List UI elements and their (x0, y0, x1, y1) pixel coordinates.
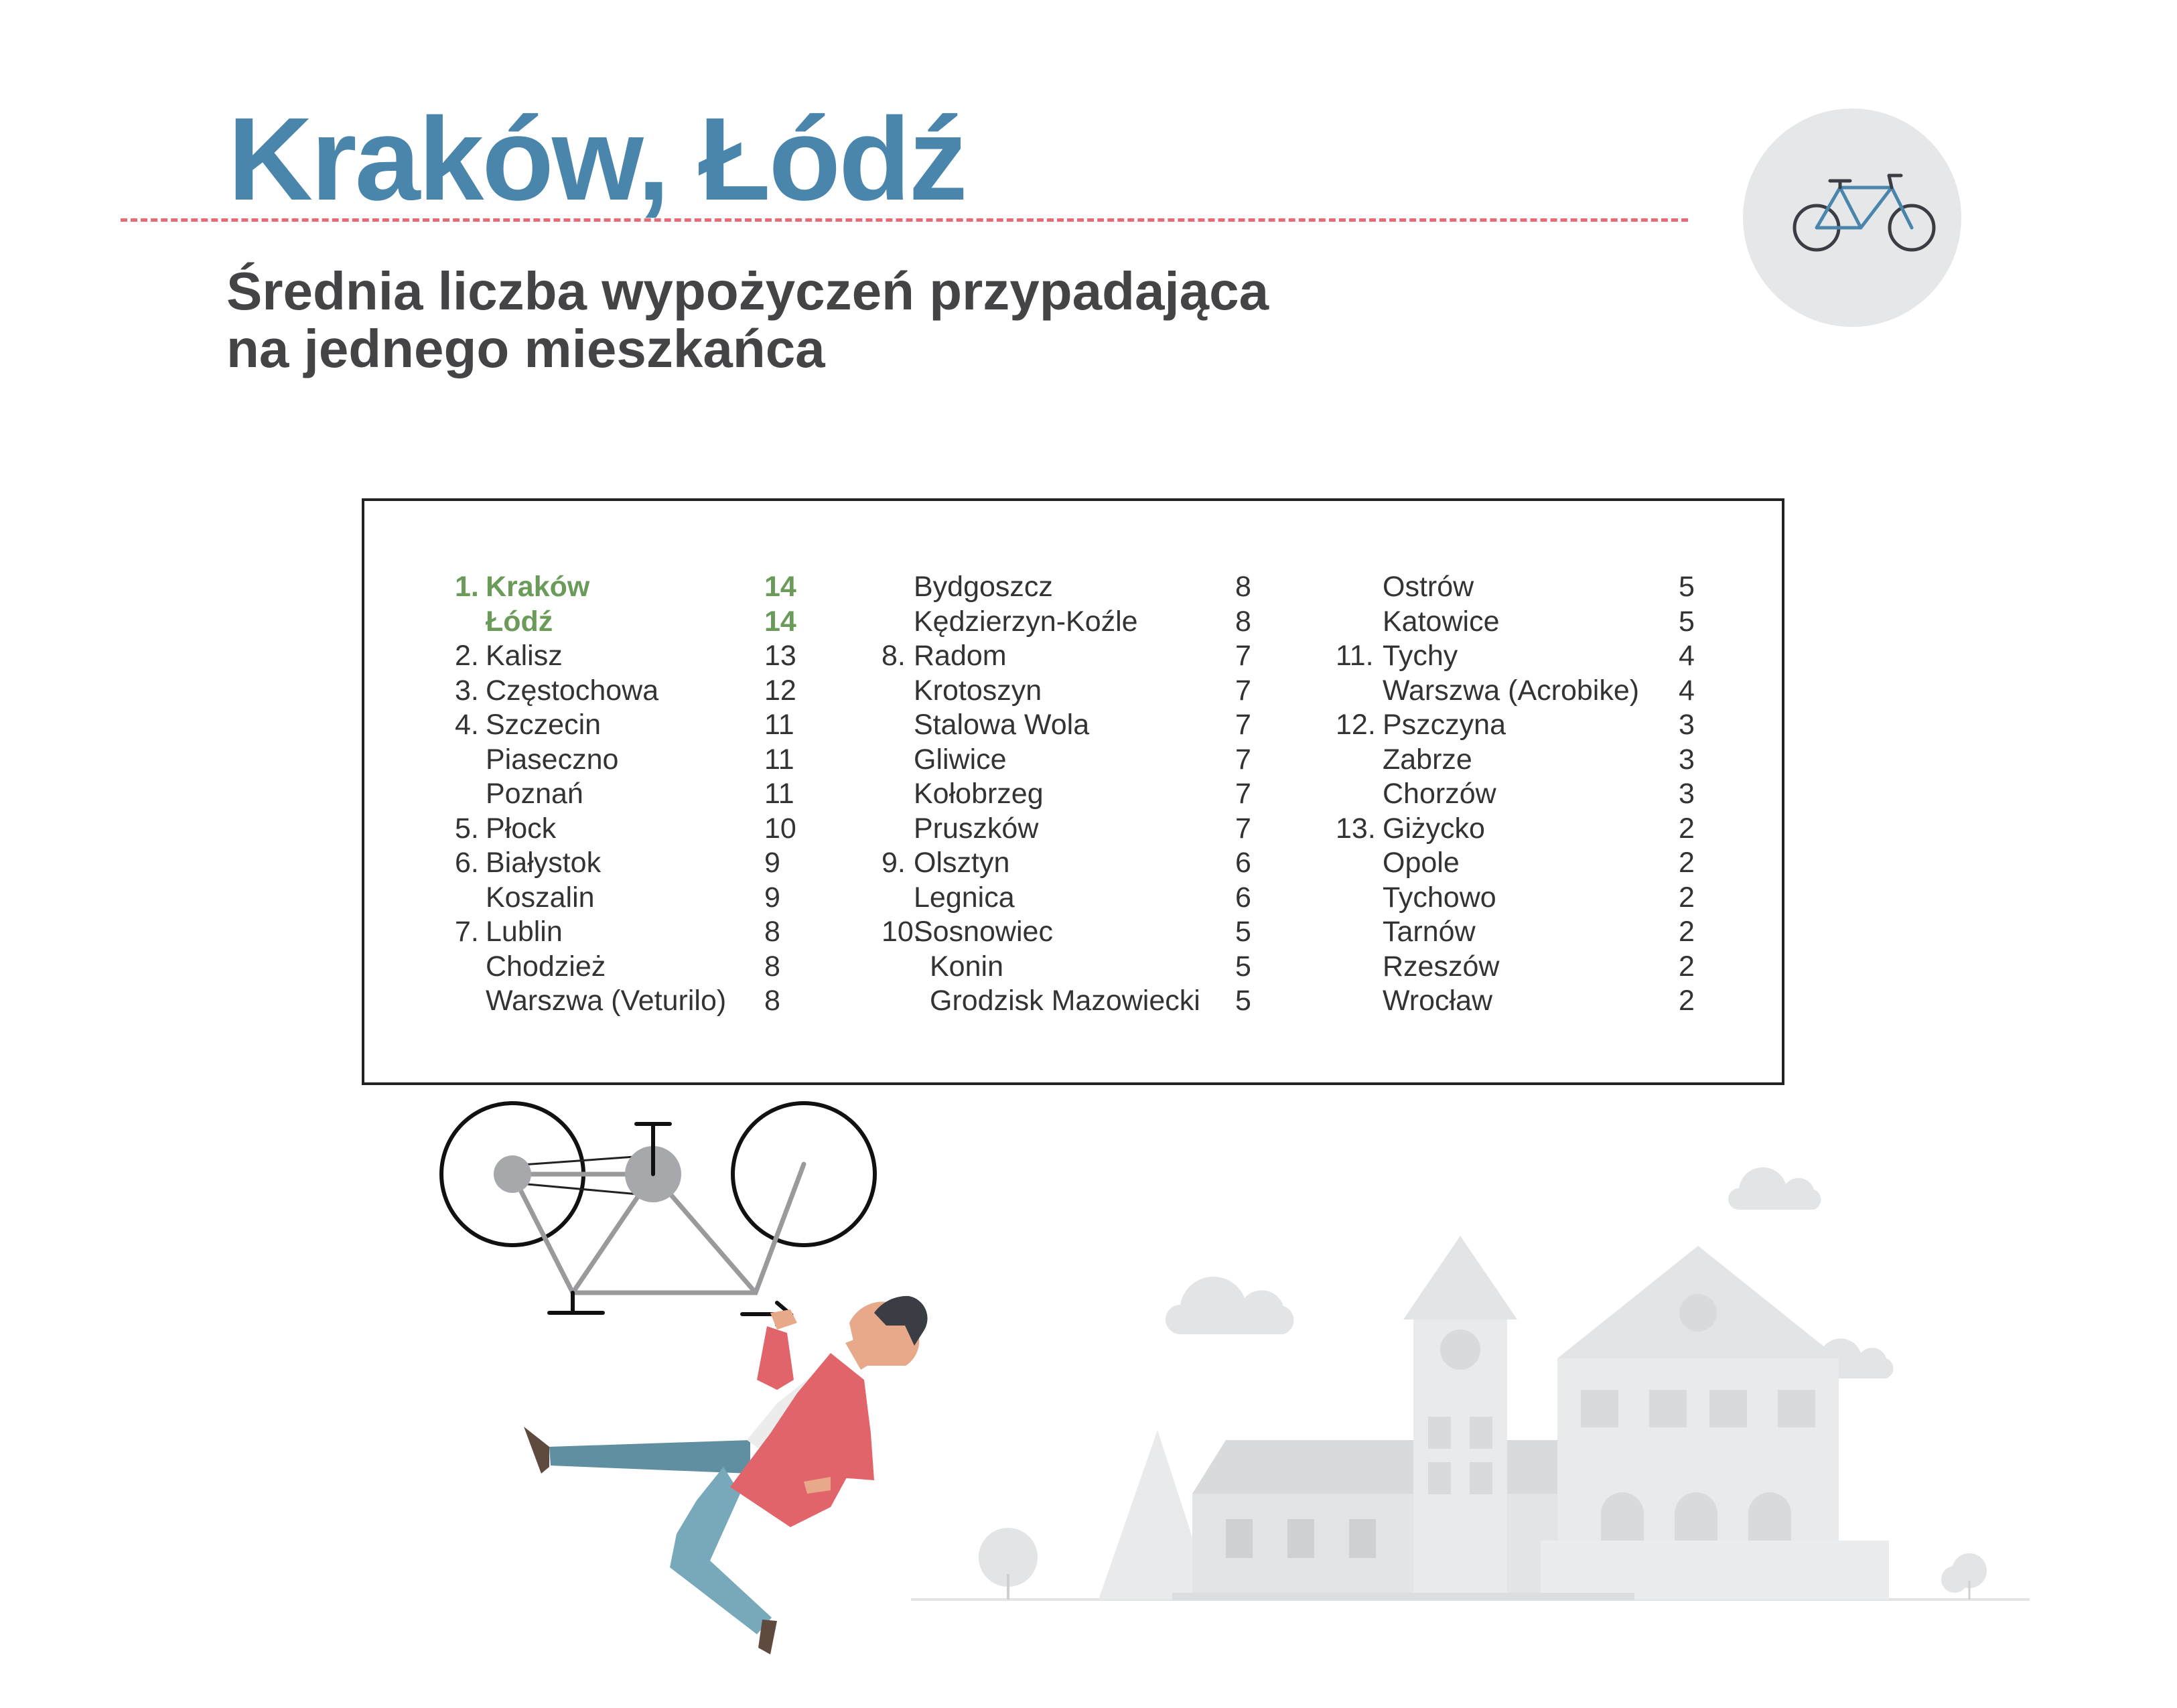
rentals-per-resident-value: 6 (1235, 881, 1251, 914)
rank-number: 11. (1336, 640, 1374, 672)
rentals-per-resident-value: 5 (1679, 571, 1695, 603)
city-name: Częstochowa (486, 674, 659, 707)
rentals-per-resident-value: 8 (764, 916, 780, 948)
city-name: Olsztyn (914, 847, 1010, 879)
city-name: Radom (914, 640, 1007, 672)
city-name: Rzeszów (1383, 950, 1500, 983)
rentals-per-resident-value: 3 (1679, 743, 1695, 776)
city-name: Wrocław (1383, 985, 1493, 1017)
city-name: Kalisz (486, 640, 563, 672)
upside-down-bicycle (441, 1103, 875, 1325)
city-name: Białystok (486, 847, 602, 879)
rentals-per-resident-value: 14 (764, 571, 796, 603)
rentals-per-resident-value: 2 (1679, 916, 1695, 948)
city-name: Pszczyna (1383, 709, 1506, 741)
rentals-per-resident-value: 8 (1235, 571, 1251, 603)
city-name: Piaseczno (486, 743, 619, 776)
rentals-per-resident-value: 7 (1235, 709, 1251, 741)
city-name: Stalowa Wola (914, 709, 1090, 741)
rentals-per-resident-value: 8 (764, 985, 780, 1017)
city-name: Płock (486, 812, 557, 845)
rentals-per-resident-value: 13 (764, 640, 796, 672)
rentals-per-resident-value: 5 (1235, 985, 1251, 1017)
rentals-per-resident-value: 5 (1679, 605, 1695, 638)
city-name: Legnica (914, 881, 1015, 914)
rentals-per-resident-value: 3 (1679, 709, 1695, 741)
rank-number: 1. (455, 571, 479, 603)
rentals-per-resident-value: 14 (764, 605, 796, 638)
city-name: Poznań (486, 778, 583, 810)
rank-number: 9. (882, 847, 906, 879)
rentals-per-resident-value: 10 (764, 812, 796, 845)
city-name: Kraków (486, 571, 590, 603)
rentals-per-resident-value: 3 (1679, 778, 1695, 810)
city-name: Warszwa (Acrobike) (1383, 674, 1640, 707)
city-name: Warszwa (Veturilo) (486, 985, 727, 1017)
city-name: Tychy (1383, 640, 1458, 672)
rank-number: 4. (455, 709, 479, 741)
city-name: Pruszków (914, 812, 1039, 845)
rentals-per-resident-value: 2 (1679, 881, 1695, 914)
city-name: Lublin (486, 916, 563, 948)
city-name: Kędzierzyn-Koźle (914, 605, 1138, 638)
city-name: Zabrze (1383, 743, 1472, 776)
rentals-per-resident-value: 9 (764, 847, 780, 879)
rank-number: 10. (882, 916, 922, 948)
rank-number: 5. (455, 812, 479, 845)
rentals-per-resident-value: 11 (764, 743, 794, 776)
city-name: Konin (930, 950, 1003, 983)
rank-number: 7. (455, 916, 479, 948)
rank-number: 13. (1336, 812, 1376, 845)
city-name: Bydgoszcz (914, 571, 1053, 603)
rentals-per-resident-value: 11 (764, 778, 794, 810)
rentals-per-resident-value: 5 (1235, 916, 1251, 948)
falling-person (524, 1296, 928, 1654)
subtitle-line-2: na jednego mieszkańca (226, 319, 825, 378)
rentals-per-resident-value: 2 (1679, 812, 1695, 845)
city-name: Chorzów (1383, 778, 1496, 810)
rank-number: 3. (455, 674, 479, 707)
rentals-per-resident-value: 8 (1235, 605, 1251, 638)
city-name: Chodzież (486, 950, 606, 983)
city-name: Gliwice (914, 743, 1007, 776)
rentals-per-resident-value: 6 (1235, 847, 1251, 879)
city-name: Łódź (486, 605, 553, 638)
city-name: Kołobrzeg (914, 778, 1044, 810)
rank-number: 8. (882, 640, 906, 672)
city-name: Szczecin (486, 709, 602, 741)
city-name: Giżycko (1383, 812, 1485, 845)
rentals-per-resident-value: 11 (764, 709, 794, 741)
page-title: Kraków, Łódź (228, 94, 966, 225)
city-name: Katowice (1383, 605, 1500, 638)
rank-number: 2. (455, 640, 479, 672)
rentals-per-resident-value: 7 (1235, 812, 1251, 845)
rentals-per-resident-value: 7 (1235, 674, 1251, 707)
rentals-per-resident-value: 8 (764, 950, 780, 983)
rentals-per-resident-value: 7 (1235, 778, 1251, 810)
rentals-per-resident-value: 7 (1235, 640, 1251, 672)
city-name: Koszalin (486, 881, 595, 914)
rank-number: 6. (455, 847, 479, 879)
rank-number: 12. (1336, 709, 1376, 741)
rentals-per-resident-value: 2 (1679, 847, 1695, 879)
city-name: Tychowo (1383, 881, 1496, 914)
city-name: Sosnowiec (914, 916, 1053, 948)
rentals-per-resident-value: 2 (1679, 985, 1695, 1017)
city-name: Grodzisk Mazowiecki (930, 985, 1200, 1017)
rentals-per-resident-value: 12 (764, 674, 796, 707)
rentals-per-resident-value: 4 (1679, 674, 1695, 707)
city-name: Krotoszyn (914, 674, 1042, 707)
city-name: Ostrów (1383, 571, 1474, 603)
rentals-per-resident-value: 7 (1235, 743, 1251, 776)
rentals-per-resident-value: 9 (764, 881, 780, 914)
city-name: Tarnów (1383, 916, 1476, 948)
subtitle-line-1: Średnia liczba wypożyczeń przypadająca (226, 261, 1269, 321)
city-name: Opole (1383, 847, 1460, 879)
rentals-per-resident-value: 5 (1235, 950, 1251, 983)
rentals-per-resident-value: 4 (1679, 640, 1695, 672)
rentals-per-resident-value: 2 (1679, 950, 1695, 983)
